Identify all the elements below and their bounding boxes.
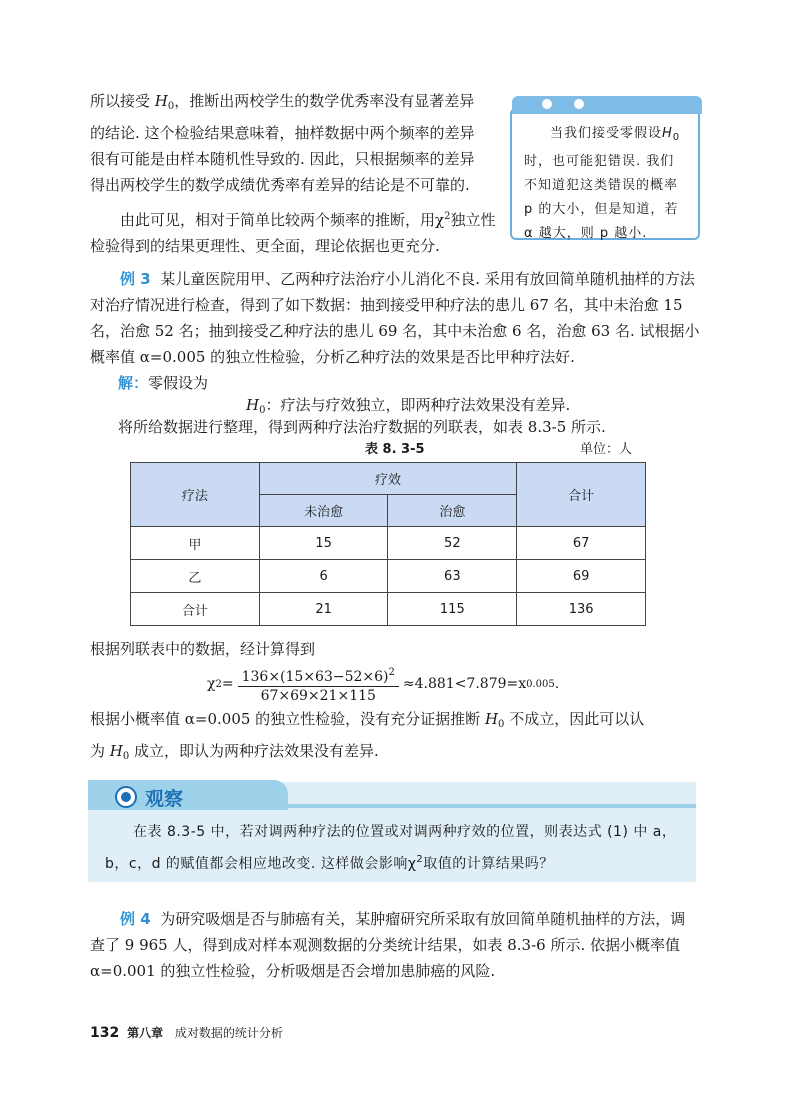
conclusion: 根据小概率值 α=0.005 的独立性检验，没有充分证据推断 $H_0$ 不成立，因此可以认 为 $H_0$ 成立，即认为两种疗法效果没有差异. [90,710,645,762]
table-row: 甲 15 52 67 [131,527,646,560]
header-effect: 疗效 [259,463,516,495]
example-3: 例 3 某儿童医院用甲、乙两种疗法治疗小儿消化不良. 采用有放回简单随机抽样的方法对治疗情况进行检查，得到了如下数据：抽到接受甲种疗法的患儿 67 名，其中未治愈 15 名，治愈 52 名；抽到接受乙种疗法的患儿 69 名，其中未治愈 6 名，治愈 63 名. 试根据小概率值 α=0.005 的独立性检验，分析乙种疗法的效果是否比甲种疗法好. [90,270,700,366]
solution-intro: 解：零假设为 [118,374,209,392]
arrange-text: 将所给数据进行整理，得到两种疗法治疗数据的列联表，如表 8.3-5 所示. [118,418,606,436]
calc-intro: 根据列联表中的数据，经计算得到 [90,640,316,658]
note-dot-icon [574,99,584,109]
top-paragraph: 所以接受 $H_0$，推断出两校学生的数学优秀率没有显著差异 的结论. 这个检验结果意味着，抽样数据中两个频率的差异 很有可能是由样本随机性导致的. 因此，只根据频率的差异 得出两校学生的数学成绩优秀率有差异的结论是不可靠的. 由此可见，相对于简单比较两个频率的推断，用$\chi^2$独立性检验得到的结果更理性、更全面，理论依据也更充分. [90,92,496,255]
page-number: 132 [90,1025,120,1041]
chi-square-formula: χ 2 = $\frac{136\times(15\times 63-52\times 6)^2}{67\times 69\times 21\times 115}$ ≈4.881<7.879=x 0.005 . [207,664,559,704]
note-text: 当我们接受零假设$H_0$ 时，也可能犯错误. 我们不知道犯这类错误的概率 p 的大小，但是知道，若 α 越大，则 p 越小. [524,126,681,241]
note-tab [512,96,702,114]
chapter-label: 第八章 [127,1026,164,1040]
observe-text: 在表 8.3-5 中，若对调两种疗法的位置或对调两种疗效的位置，则表达式 (1) 中 a，b，c，d 的赋值都会相应地改变. 这样做会影响$\chi^2$取值的计算结果吗？ [105,824,677,872]
null-hypothesis: $H_0$：疗法与疗效独立，即两种疗法效果没有差异. [246,396,571,416]
chapter-title: 成对数据的统计分析 [174,1026,283,1040]
header-total: 合计 [517,463,646,527]
page-footer [90,1024,283,1041]
margin-note [510,108,700,240]
example-4: 例 4 为研究吸烟是否与肺癌有关，某肿瘤研究所采取有放回简单随机抽样的方法，调查了 9 965 人，得到成对样本观测数据的分类统计结果，如表 8.3-6 所示. 依据小概率值 α=0.001 的独立性检验，分析吸烟是否会增加患肺癌的风险. [90,910,686,980]
table-unit: 单位：人 [580,442,633,457]
solution-label: 解： [118,374,149,392]
formula-fraction: $\frac{136\times(15\times 63-52\times 6)^2}{67\times 69\times 21\times 115}$ [238,664,399,705]
note-dot-icon [542,99,552,109]
observe-title: 观察 [145,788,184,810]
example-4-label: 例 4 [120,910,151,928]
table-row: 乙 6 63 69 [131,560,646,593]
observe-divider [280,804,696,808]
table-caption: 表 8. 3-5 [365,442,425,457]
header-uncured: 未治愈 [259,495,388,527]
header-cured: 治愈 [388,495,517,527]
header-method: 疗法 [131,463,260,527]
table-row: 合计 21 115 136 [131,593,646,626]
contingency-table [130,462,646,626]
example-3-label: 例 3 [120,270,151,288]
target-icon [115,786,137,808]
